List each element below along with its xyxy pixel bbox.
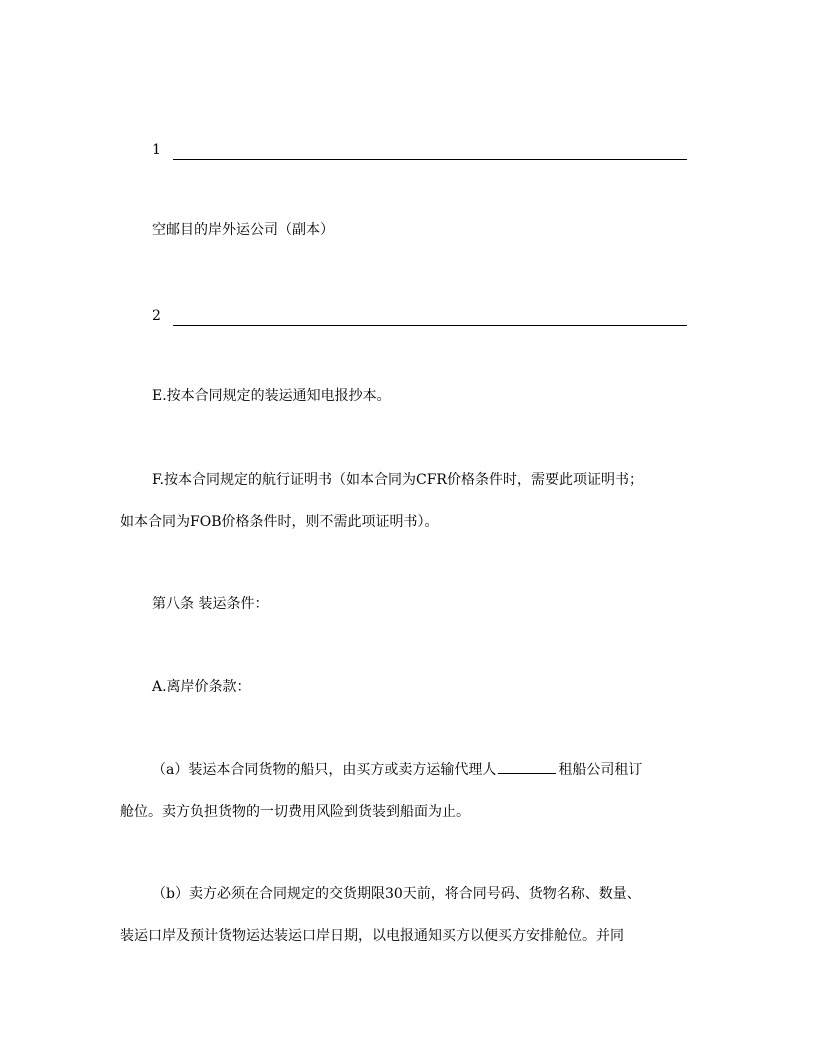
item-number: 2 — [152, 308, 161, 324]
clause-text: 租船公司租订 — [558, 762, 643, 778]
paragraph-item-f-line2: 如本合同为FOB价格条件时，则不需此项证明书）。 — [120, 514, 439, 530]
list-item-2 — [152, 306, 687, 326]
agent-blank-line — [498, 761, 556, 774]
fill-in-blank-line — [173, 145, 687, 160]
paragraph-item-f-line1: F.按本合同规定的航行证明书（如本合同为CFR价格条件时，需要此项证明书； — [152, 472, 643, 488]
clause-text: （a）装运本合同货物的船只，由买方或卖方运输代理人 — [152, 762, 497, 778]
paragraph-item-e: E.按本合同规定的装运通知电报抄本。 — [152, 388, 391, 404]
article-8-heading: 第八条 装运条件： — [152, 596, 269, 612]
fill-in-blank-line — [173, 311, 687, 326]
list-item-1 — [152, 140, 687, 160]
clause-a-a-line2: 舱位。卖方负担货物的一切费用风险到货装到船面为止。 — [120, 804, 470, 820]
clause-a-b-line1: （b）卖方必须在合同规定的交货期限30天前，将合同号码、货物名称、数量、 — [152, 886, 641, 902]
item-number: 1 — [152, 142, 161, 158]
clause-a-a-line1 — [152, 760, 642, 780]
clause-a-heading: A.离岸价条款： — [152, 679, 251, 695]
clause-a-b-line2: 装运口岸及预计货物运达装运口岸日期，以电报通知买方以便买方安排舱位。并同 — [120, 928, 624, 944]
copy-note: 空邮目的岸外运公司（副本） — [152, 222, 334, 238]
